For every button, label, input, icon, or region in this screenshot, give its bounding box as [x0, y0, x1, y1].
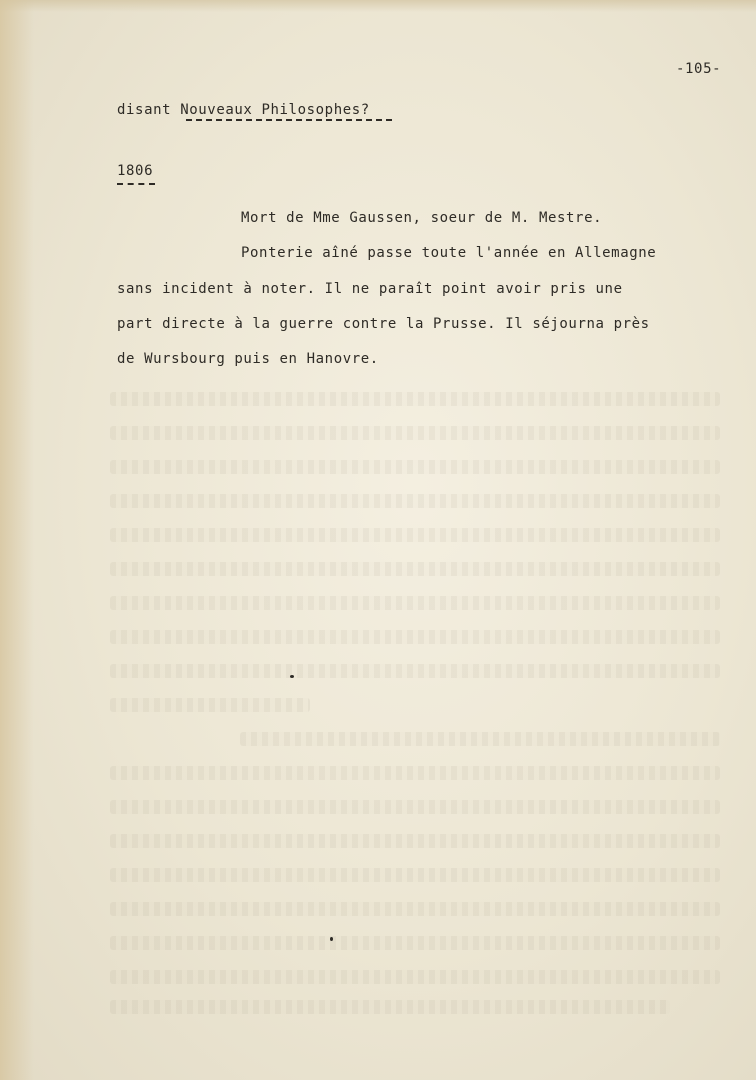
bleed-through-line — [110, 494, 720, 508]
bleed-through-line — [110, 766, 720, 780]
ink-speck — [330, 937, 333, 941]
bleed-through-line — [110, 936, 720, 950]
paragraph-2-line-2: sans incident à noter. Il ne paraît point avoir pris une — [117, 281, 623, 297]
bleed-through-line — [110, 970, 720, 984]
bleed-through-line — [110, 392, 720, 406]
year-heading: 1806 — [117, 163, 154, 179]
header-underlined-title: Nouveaux Philosophes? — [180, 102, 370, 118]
bleed-through-line — [110, 426, 720, 440]
page-left-shadow — [0, 0, 34, 1080]
page-top-shadow — [0, 0, 756, 12]
bleed-through-line — [110, 630, 720, 644]
bleed-through-line — [110, 868, 720, 882]
bleed-through-line — [110, 596, 720, 610]
paragraph-2-line-4: de Wursbourg puis en Hanovre. — [117, 351, 379, 367]
bleed-through-line — [110, 834, 720, 848]
bleed-through-line — [110, 902, 720, 916]
bleed-through-line — [110, 1000, 670, 1014]
page-number: -105- — [676, 61, 722, 77]
paragraph-2-line-1: Ponterie aîné passe toute l'année en Allemagne — [241, 245, 657, 261]
header-prefix: disant — [117, 102, 181, 118]
paragraph-1: Mort de Mme Gaussen, soeur de M. Mestre. — [241, 210, 603, 226]
ink-speck — [290, 675, 294, 678]
bleed-through-line — [110, 698, 310, 712]
year-heading-underline — [117, 183, 155, 185]
paragraph-2-line-3: part directe à la guerre contre la Prusse. Il séjourna près — [117, 316, 650, 332]
bleed-through-line — [110, 800, 720, 814]
header-title-underline — [186, 119, 392, 121]
bleed-through-line — [110, 562, 720, 576]
header-line — [117, 102, 370, 118]
bleed-through-line — [110, 664, 720, 678]
bleed-through-line — [110, 528, 720, 542]
bleed-through-line — [110, 460, 720, 474]
bleed-through-line — [240, 732, 720, 746]
